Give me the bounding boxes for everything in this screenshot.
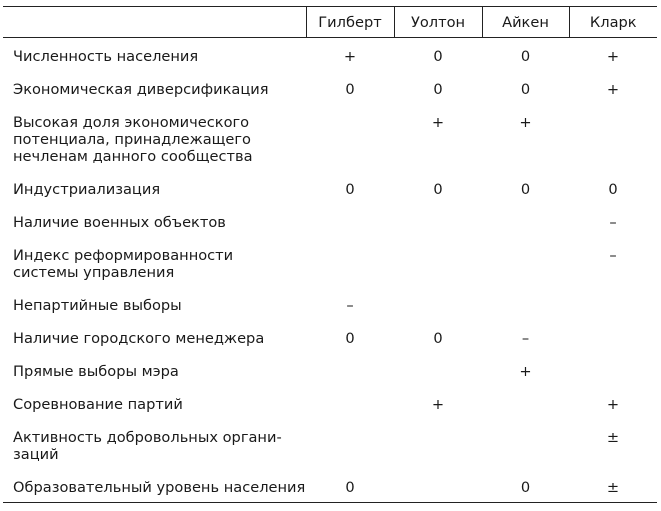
value-cell: + bbox=[431, 396, 445, 413]
value-cell bbox=[482, 238, 569, 288]
value-cell bbox=[394, 205, 482, 238]
row-label-line: заций bbox=[13, 446, 59, 463]
row-label bbox=[3, 172, 306, 205]
row-label-line: Соревнование партий bbox=[13, 396, 183, 413]
row-label-line: Индекс реформированности bbox=[13, 247, 234, 264]
row-label bbox=[3, 288, 306, 321]
row-label bbox=[3, 238, 306, 288]
table-row bbox=[3, 205, 657, 238]
row-label bbox=[3, 72, 306, 105]
table-row bbox=[3, 72, 657, 105]
row-label bbox=[3, 420, 306, 470]
value-cell: ± bbox=[569, 470, 657, 503]
table-row bbox=[3, 238, 657, 288]
value-cell: 0 bbox=[433, 81, 443, 98]
value-cell bbox=[394, 470, 482, 503]
value-cell: + bbox=[343, 48, 357, 65]
value-cell: 0 bbox=[433, 181, 443, 198]
value-cell: – bbox=[521, 330, 530, 347]
value-cell bbox=[569, 354, 657, 387]
row-label-line: Наличие городского менеджера bbox=[13, 330, 265, 347]
value-cell: + bbox=[606, 396, 620, 413]
table-row bbox=[3, 321, 657, 354]
row-label-line: нечленам данного сообщества bbox=[13, 148, 253, 165]
value-cell bbox=[306, 420, 394, 470]
table-row bbox=[3, 38, 657, 73]
value-cell bbox=[482, 205, 569, 238]
table-header bbox=[3, 7, 657, 38]
value-cell: + bbox=[519, 114, 532, 131]
value-cell bbox=[306, 238, 394, 288]
row-label-line: Высокая доля экономического bbox=[13, 114, 250, 131]
column-header-aiken: Айкен bbox=[482, 7, 569, 38]
column-header-walton: Уолтон bbox=[394, 7, 482, 38]
value-cell: 0 bbox=[608, 181, 618, 198]
value-cell bbox=[394, 420, 482, 470]
value-cell bbox=[306, 205, 394, 238]
row-label bbox=[3, 205, 306, 238]
value-cell: + bbox=[519, 363, 532, 380]
value-cell bbox=[569, 105, 657, 172]
value-cell bbox=[306, 354, 394, 387]
value-cell bbox=[482, 420, 569, 470]
table-row bbox=[3, 420, 657, 470]
value-cell: 0 bbox=[433, 48, 443, 65]
value-cell bbox=[394, 288, 482, 321]
value-cell: 0 bbox=[482, 470, 569, 503]
row-label-line: Активность добровольных органи- bbox=[13, 429, 282, 446]
table-row bbox=[3, 470, 657, 503]
value-cell: 0 bbox=[345, 181, 355, 198]
row-label-line: Экономическая диверсификация bbox=[13, 81, 269, 98]
value-cell: + bbox=[606, 48, 620, 65]
value-cell bbox=[482, 288, 569, 321]
table-row bbox=[3, 354, 657, 387]
column-header-gilbert: Гилберт bbox=[306, 7, 394, 38]
row-label-line: Численность населения bbox=[13, 48, 199, 65]
table-row bbox=[3, 288, 657, 321]
row-label-line: потенциала, принадлежащего bbox=[13, 131, 251, 148]
value-cell: 0 bbox=[520, 48, 531, 65]
row-label bbox=[3, 38, 306, 73]
value-cell: 0 bbox=[306, 470, 394, 503]
row-label-line: Образовательный уровень населения bbox=[13, 479, 306, 496]
row-label-line: Индустриализация bbox=[13, 181, 161, 198]
value-cell: – bbox=[609, 214, 617, 231]
value-cell: – bbox=[346, 297, 354, 314]
value-cell bbox=[394, 238, 482, 288]
value-cell: – bbox=[609, 247, 617, 264]
table-body bbox=[3, 38, 657, 503]
value-cell bbox=[569, 288, 657, 321]
row-label-line: Наличие военных объектов bbox=[13, 214, 226, 231]
value-cell: 0 bbox=[345, 81, 355, 98]
value-cell: 0 bbox=[433, 330, 443, 347]
header-empty-cell bbox=[3, 7, 306, 38]
value-cell bbox=[306, 105, 394, 172]
row-label bbox=[3, 470, 306, 503]
comparison-table bbox=[3, 6, 657, 503]
value-cell: + bbox=[431, 114, 445, 131]
row-label-line: Прямые выборы мэра bbox=[13, 363, 179, 380]
value-cell: ± bbox=[606, 429, 620, 446]
row-label bbox=[3, 105, 306, 172]
table-row bbox=[3, 387, 657, 420]
row-label bbox=[3, 321, 306, 354]
value-cell: + bbox=[606, 81, 620, 98]
value-cell bbox=[569, 321, 657, 354]
column-header-clark: Кларк bbox=[569, 7, 657, 38]
row-label-line: системы управления bbox=[13, 264, 175, 281]
value-cell: 0 bbox=[520, 81, 531, 98]
value-cell: 0 bbox=[520, 181, 531, 198]
row-label bbox=[3, 387, 306, 420]
table-row bbox=[3, 105, 657, 172]
row-label bbox=[3, 354, 306, 387]
value-cell: 0 bbox=[345, 330, 355, 347]
value-cell bbox=[306, 387, 394, 420]
row-label-line: Непартийные выборы bbox=[13, 297, 182, 314]
value-cell bbox=[394, 354, 482, 387]
table-row bbox=[3, 172, 657, 205]
header-row bbox=[3, 7, 657, 38]
value-cell bbox=[482, 387, 569, 420]
